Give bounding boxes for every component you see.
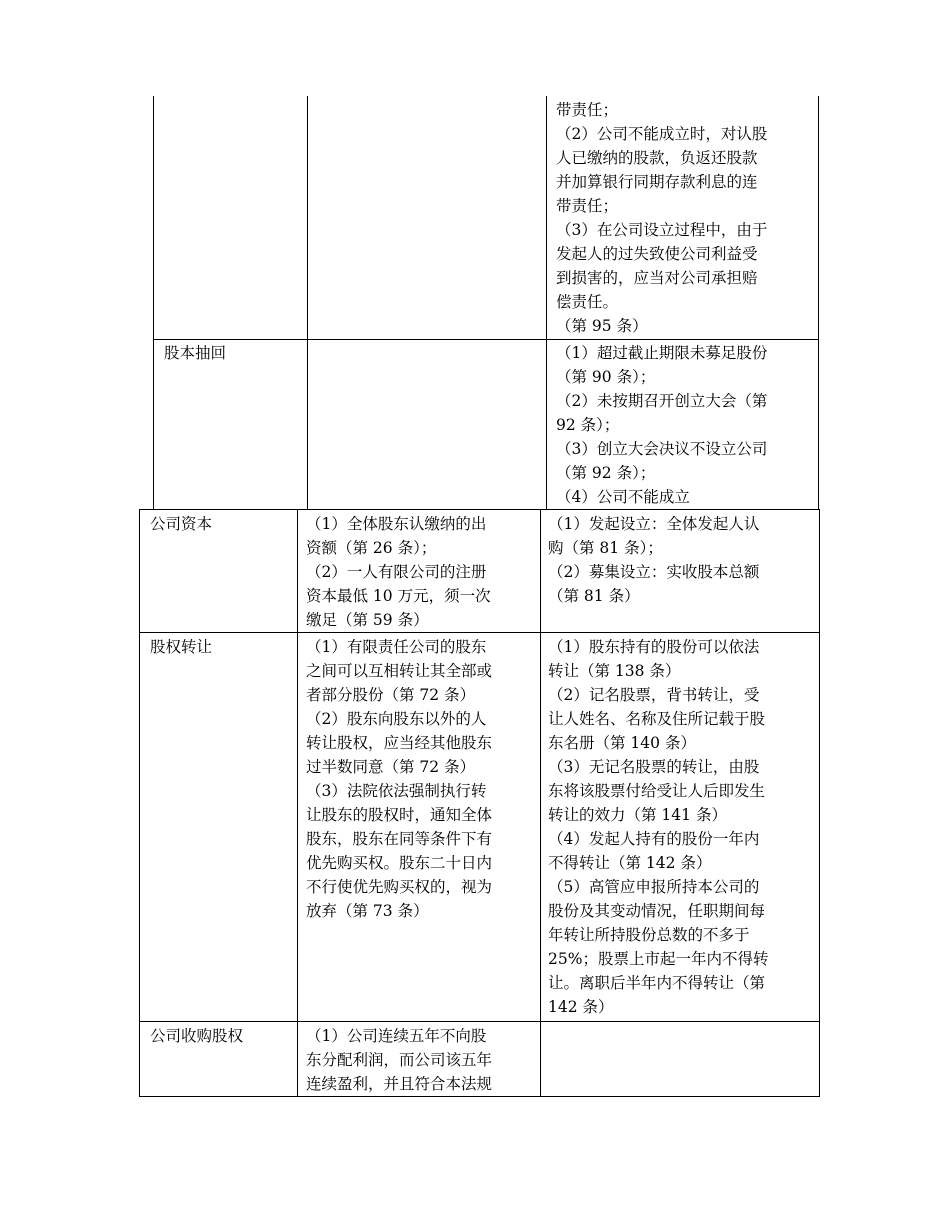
table-divider: [546, 96, 547, 509]
cell-line: 购（第 81 条）；: [548, 539, 663, 557]
cell-line: （2）募集设立：实收股本总额: [548, 563, 760, 581]
table-row-divider: [139, 1021, 820, 1022]
text-cell-transfer-llc: [306, 635, 492, 923]
cell-line: 发起人的过失致使公司利益受: [556, 245, 758, 263]
cell-line: 不行使优先购买权的，视为: [306, 878, 493, 896]
cell-line: 转让股权，应当经其他股东: [306, 734, 493, 752]
cell-line: 股份及其变动情况，任职期间每: [548, 902, 766, 920]
cell-line: （1）发起设立：全体发起人认: [548, 515, 760, 533]
cell-line: （2）一人有限公司的注册: [306, 563, 487, 581]
cell-line: 偿责任。: [556, 293, 619, 311]
cell-line: 资本最低 10 万元，须一次: [306, 587, 491, 605]
cell-line: （4）发起人持有的股份一年内: [548, 830, 760, 848]
cell-line: 转让的效力（第 141 条）: [548, 806, 727, 824]
cell-line: 股东，股东在同等条件下有: [306, 830, 493, 848]
cell-line: （5）高管应申报所持本公司的: [548, 878, 760, 896]
cell-line: 人已缴纳的股款，负返还股款: [556, 149, 758, 167]
cell-line: （第 81 条）: [548, 587, 640, 605]
cell-line: （2）公司不能成立时，对认股: [556, 125, 768, 143]
cell-line: 带责任；: [556, 101, 619, 119]
cell-line: 让。离职后半年内不得转让（第: [548, 974, 766, 992]
table-divider: [540, 509, 541, 1097]
cell-line: 142 条）: [548, 998, 614, 1016]
cell-line: （3）在公司设立过程中，由于: [556, 221, 768, 239]
cell-line: 25%；股票上市起一年内不得转: [548, 950, 769, 968]
cell-line: （1）全体股东认缴纳的出: [306, 515, 487, 533]
cell-line: （1）有限责任公司的股东: [306, 638, 487, 656]
cell-line: 带责任；: [556, 197, 619, 215]
text-cell-provisions-continued: [556, 98, 767, 338]
table-border-right: [819, 509, 820, 1097]
text-cell-capital-withdrawal: [556, 341, 767, 509]
cell-line: 转让（第 138 条）: [548, 662, 681, 680]
cell-line: 让人姓名、名称及住所记载于股: [548, 710, 766, 728]
table-border-left: [139, 509, 140, 1097]
cell-line: 缴足（第 59 条）: [306, 611, 429, 629]
row-label-company-capital: 公司资本: [150, 515, 213, 533]
cell-line: （3）创立大会决议不设立公司: [556, 440, 768, 458]
text-cell-capital-jsc: [548, 512, 759, 608]
row-label-share-buyback: 公司收购股权: [150, 1027, 244, 1045]
cell-line: （第 95 条）: [556, 317, 648, 335]
cell-line: 之间可以互相转让其全部或: [306, 662, 493, 680]
cell-line: 者部分股份（第 72 条）: [306, 686, 476, 704]
table-divider: [307, 96, 308, 509]
row-label-equity-transfer: 股权转让: [150, 638, 213, 656]
cell-line: （第 92 条）；: [556, 464, 656, 482]
table-border-right: [818, 96, 819, 509]
cell-line: 不得转让（第 142 条）: [548, 854, 712, 872]
cell-line: （3）无记名股票的转让，由股: [548, 758, 760, 776]
cell-line: 让股东的股权时，通知全体: [306, 806, 493, 824]
cell-line: （2）股东向股东以外的人: [306, 710, 487, 728]
table-border-left: [153, 96, 154, 509]
table-divider: [297, 509, 298, 1097]
text-cell-transfer-jsc: [548, 635, 768, 1019]
cell-line: （第 90 条）；: [556, 368, 656, 386]
cell-line: （2）未按期召开创立大会（第: [556, 392, 768, 410]
cell-line: 92 条）；: [556, 416, 620, 434]
table-border-bottom: [139, 1096, 820, 1097]
cell-line: 连续盈利，并且符合本法规: [306, 1075, 493, 1093]
cell-line: 资额（第 26 条）；: [306, 539, 437, 557]
cell-line: 东分配利润，而公司该五年: [306, 1051, 493, 1069]
cell-line: 并加算银行同期存款利息的连: [556, 173, 758, 191]
cell-line: 放弃（第 73 条）: [306, 902, 429, 920]
cell-line: （1）公司连续五年不向股: [306, 1027, 487, 1045]
cell-line: （3）法院依法强制执行转: [306, 782, 487, 800]
cell-line: 东名册（第 140 条）: [548, 734, 696, 752]
cell-line: 东将该股票付给受让人后即发生: [548, 782, 766, 800]
table-row-divider: [153, 339, 819, 340]
cell-line: 年转让所持股份总数的不多于: [548, 926, 750, 944]
table-border-top: [139, 509, 820, 510]
cell-line: 优先购买权。股东二十日内: [306, 854, 493, 872]
text-cell-capital-llc: [306, 512, 491, 632]
cell-line: （1）超过截止期限未募足股份: [556, 344, 768, 362]
cell-line: 过半数同意（第 72 条）: [306, 758, 476, 776]
cell-line: 到损害的，应当对公司承担赔: [556, 269, 758, 287]
cell-line: （1）股东持有的股份可以依法: [548, 638, 760, 656]
text-cell-buyback-llc: [306, 1024, 492, 1096]
row-label-capital-withdrawal: 股本抽回: [164, 344, 227, 362]
cell-line: （2）记名股票，背书转让，受: [548, 686, 760, 704]
table-row-divider: [139, 632, 820, 633]
cell-line: （4）公司不能成立: [556, 488, 690, 506]
